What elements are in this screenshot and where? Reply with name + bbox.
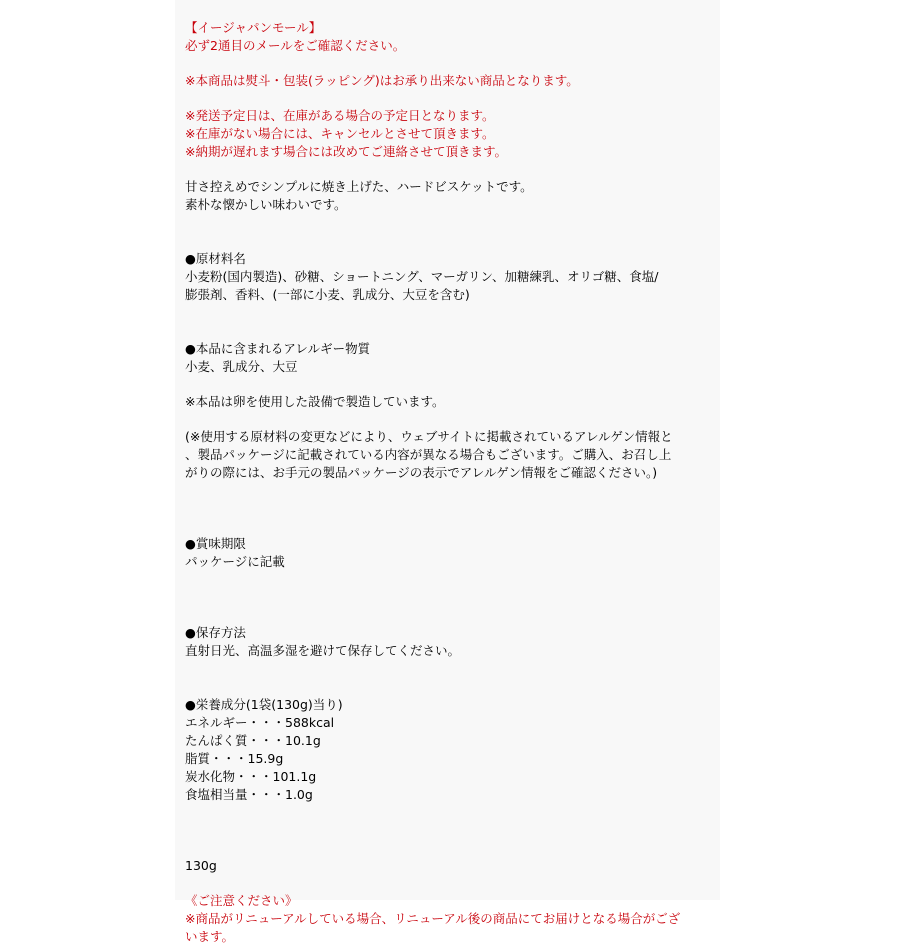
shop-name: 【イージャパンモール】 [185, 20, 322, 35]
nutrition-item: 脂質・・・15.9g [185, 751, 284, 766]
storage-value: 直射日光、高温多湿を避けて保存してください。 [185, 643, 461, 658]
allergen-disclaimer-line: がりの際には、お手元の製品パッケージの表示でアレルゲン情報をご確認ください。) [185, 465, 658, 480]
shipping-note: ※在庫がない場合には、キャンセルとさせて頂きます。 [185, 126, 495, 141]
nutrition-item: エネルギー・・・588kcal [185, 715, 335, 730]
allergen-disclaimer-line: (※使用する原材料の変更などにより、ウェブサイトに掲載されているアレルゲン情報と [185, 429, 673, 444]
allergens-value: 小麦、乳成分、大豆 [185, 359, 298, 374]
allergen-disclaimer-line: 、製品パッケージに記載されている内容が異なる場合もございます。ご購入、お召し上 [185, 447, 672, 462]
wrapping-note: ※本商品は熨斗・包装(ラッピング)はお承り出来ない商品となります。 [185, 73, 579, 88]
shipping-note: ※発送予定日は、在庫がある場合の予定日となります。 [185, 108, 495, 123]
allergens-heading: ●本品に含まれるアレルギー物質 [185, 341, 371, 356]
mail-notice: 必ず2通目のメールをご確認ください。 [185, 38, 406, 53]
nutrition-item: たんぱく質・・・10.1g [185, 733, 321, 748]
nutrition-heading: ●栄養成分(1袋(130g)当り) [185, 697, 343, 712]
ingredients-line: 膨張剤、香料、(一部に小麦、乳成分、大豆を含む) [185, 287, 470, 302]
egg-note: ※本品は卵を使用した設備で製造しています。 [185, 394, 445, 409]
caution-heading: 《ご注意ください》 [185, 893, 298, 908]
nutrition-item: 炭水化物・・・101.1g [185, 769, 317, 784]
net-weight: 130g [185, 858, 217, 873]
caution-line: ※商品がリニューアルしている場合、リニューアル後の商品にてお届けとなる場合がござ [185, 911, 681, 926]
ingredients-line: 小麦粉(国内製造)、砂糖、ショートニング、マーガリン、加糖練乳、オリゴ糖、食塩/ [185, 269, 659, 284]
description-line: 素朴な懐かしい味わいです。 [185, 197, 347, 212]
storage-heading: ●保存方法 [185, 625, 246, 640]
expiry-value: パッケージに記載 [185, 554, 285, 569]
description-line: 甘さ控えめでシンプルに焼き上げた、ハードビスケットです。 [185, 179, 533, 194]
shipping-note: ※納期が遅れます場合には改めてご連絡させて頂きます。 [185, 144, 507, 159]
nutrition-item: 食塩相当量・・・1.0g [185, 787, 313, 802]
expiry-heading: ●賞味期限 [185, 536, 246, 551]
ingredients-heading: ●原材料名 [185, 251, 246, 266]
product-description [185, 19, 705, 946]
caution-line: います。 [185, 929, 235, 944]
